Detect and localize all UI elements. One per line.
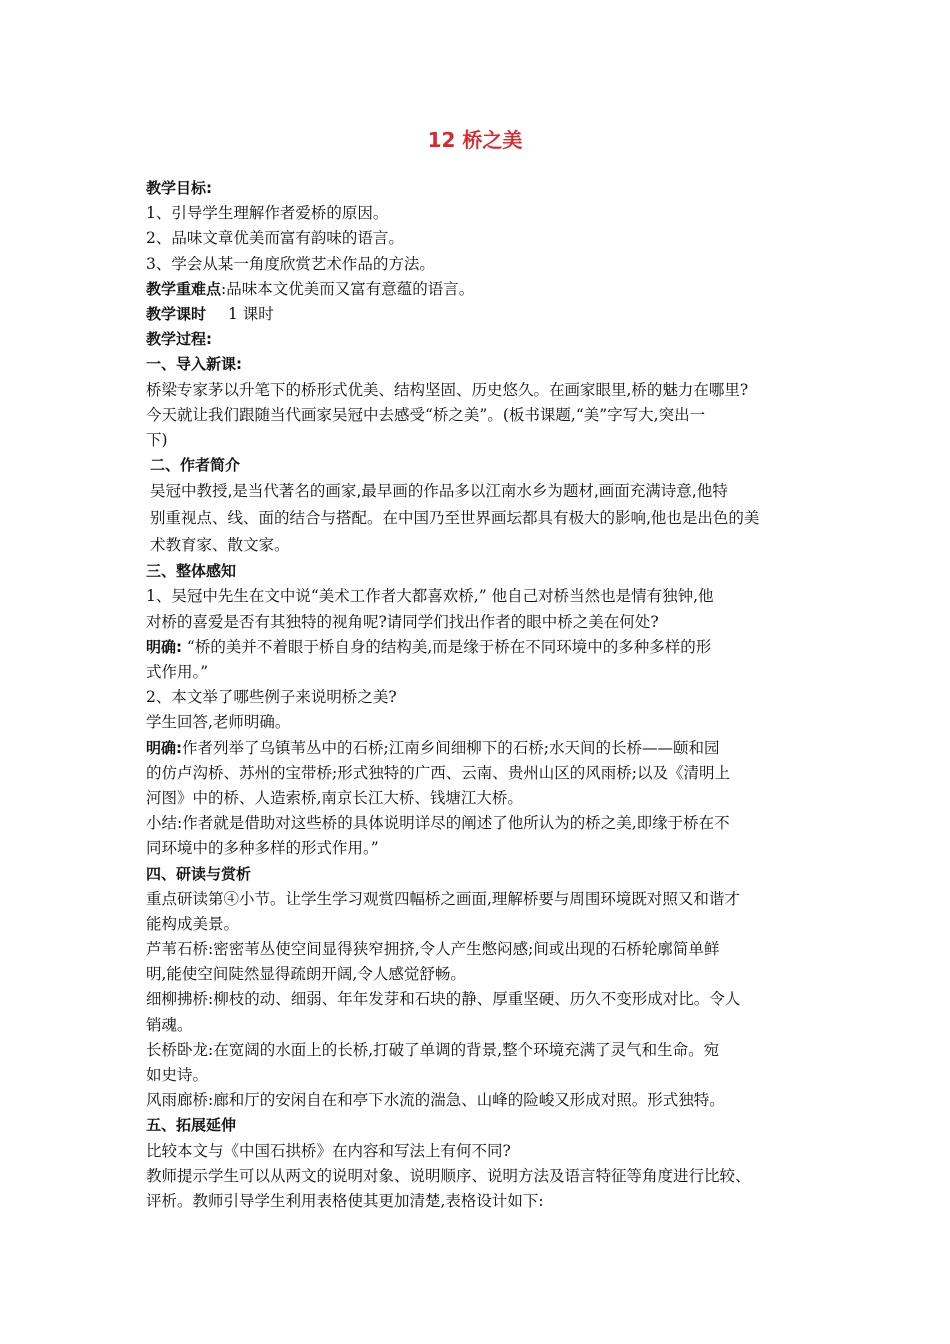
document-body bbox=[146, 176, 816, 1214]
study-line: 能构成美景。 bbox=[146, 914, 240, 933]
extend-line: 比较本文与《中国石拱桥》在内容和写法上有何不同? bbox=[146, 1141, 511, 1160]
lesson-time-value: 1 课时 bbox=[228, 304, 274, 323]
extend-line: 评析。教师引导学生利用表格使其更加清楚,表格设计如下: bbox=[146, 1191, 544, 1210]
goal-item: 1、引导学生理解作者爱桥的原因。 bbox=[146, 204, 389, 223]
key-points-text: :品味本文优美而又富有意蕴的语言。 bbox=[221, 279, 475, 298]
extend-line: 教师提示学生可以从两文的说明对象、说明顺序、说明方法及语言特征等角度进行比较、 bbox=[146, 1166, 751, 1185]
study-heading: 四、研读与赏析 bbox=[146, 864, 252, 883]
author-line: 别重视点、线、面的结合与搭配。在中国乃至世界画坛都具有极大的影响,他也是出色的美 bbox=[150, 509, 760, 528]
question-line: 1、吴冠中先生在文中说“美术工作者大都喜欢桥,” 他自己对桥当然也是情有独钟,他 bbox=[146, 587, 714, 606]
overall-heading: 三、整体感知 bbox=[146, 562, 237, 581]
answer-text: “桥的美并不着眼于桥自身的结构美,而是缘于桥在不同环境中的多种多样的形 bbox=[182, 637, 712, 656]
question-line: 对桥的喜爱是否有其独特的视角呢?请同学们找出作者的眼中桥之美在何处? bbox=[146, 612, 659, 631]
answer-label: 明确: bbox=[146, 637, 182, 656]
lesson-time-label: 教学课时 bbox=[146, 304, 207, 323]
study-line: 如史诗。 bbox=[146, 1066, 209, 1084]
answer-line: 河图》中的桥、人造索桥,南京长江大桥、钱塘江大桥。 bbox=[146, 788, 523, 807]
summary-line: 同环境中的多种多样的形式作用。” bbox=[146, 839, 379, 858]
intro-heading: 一、导入新课: bbox=[146, 355, 242, 374]
study-line: 明,能使空间陡然显得疏朗开阔,令人感觉舒畅。 bbox=[146, 965, 466, 984]
answer-line: 式作用。” bbox=[146, 663, 209, 681]
lesson-time-line bbox=[146, 302, 816, 327]
key-points-label: 教学重难点 bbox=[146, 279, 222, 298]
study-line: 重点研读第④小节。让学生学习观赏四幅桥之画面,理解桥要与周围环境既对照又和谐才 bbox=[146, 889, 740, 908]
goal-heading: 教学目标: bbox=[146, 179, 212, 197]
goal-item: 3、学会从某一角度欣赏艺术作品的方法。 bbox=[146, 254, 435, 273]
summary-line: 小结:作者就是借助对这些桥的具体说明详尽的阐述了他所认为的桥之美,即缘于桥在不 bbox=[146, 814, 730, 833]
page-title: 12 桥之美 bbox=[427, 128, 523, 152]
study-line: 销魂。 bbox=[146, 1015, 193, 1034]
study-line: 芦苇石桥:密密苇丛使空间显得狭窄拥挤,令人产生憋闷感;间或出现的石桥轮廓简单鲜 bbox=[146, 940, 720, 959]
study-line: 风雨廊桥:廊和厅的安闲自在和亭下水流的湍急、山峰的险峻又形成对照。形式独特。 bbox=[146, 1091, 725, 1110]
answer-line: 的仿卢沟桥、苏州的宝带桥;形式独特的广西、云南、贵州山区的风雨桥;以及《清明上 bbox=[146, 763, 730, 782]
author-line: 吴冠中教授,是当代著名的画家,最早画的作品多以江南水乡为题材,画面充满诗意,他特 bbox=[150, 482, 728, 501]
answer-label: 明确: bbox=[146, 738, 182, 757]
author-heading: 二、作者简介 bbox=[150, 456, 241, 475]
study-line: 长桥卧龙:在宽阔的水面上的长桥,打破了单调的背景,整个环境充满了灵气和生命。宛 bbox=[146, 1040, 720, 1059]
study-line: 细柳拂桥:柳枝的动、细弱、年年发芽和石块的静、厚重坚硬、历久不变形成对比。令人 bbox=[146, 990, 741, 1009]
answer-line bbox=[146, 635, 816, 660]
process-heading: 教学过程: bbox=[146, 330, 212, 349]
intro-line: 桥梁专家茅以升笔下的桥形式优美、结构坚固、历史悠久。在画家眼里,桥的魅力在哪里? bbox=[146, 380, 749, 399]
answer-line bbox=[146, 736, 816, 761]
question-line: 2、本文举了哪些例子来说明桥之美? bbox=[146, 688, 397, 707]
key-points-line bbox=[146, 277, 816, 302]
goal-item: 2、品味文章优美而富有韵味的语言。 bbox=[146, 229, 404, 248]
extend-heading: 五、拓展延伸 bbox=[146, 1116, 237, 1135]
author-line: 术教育家、散文家。 bbox=[150, 536, 290, 555]
answer-text: 作者列举了乌镇苇丛中的石桥;江南乡间细柳下的石桥;水天间的长桥——颐和园 bbox=[182, 738, 720, 757]
intro-line: 今天就让我们跟随当代画家吴冠中去感受“桥之美”。(板书课题,“美”字写大,突出一 bbox=[146, 405, 706, 424]
intro-line: 下) bbox=[146, 430, 168, 449]
note-line: 学生回答,老师明确。 bbox=[146, 713, 291, 732]
